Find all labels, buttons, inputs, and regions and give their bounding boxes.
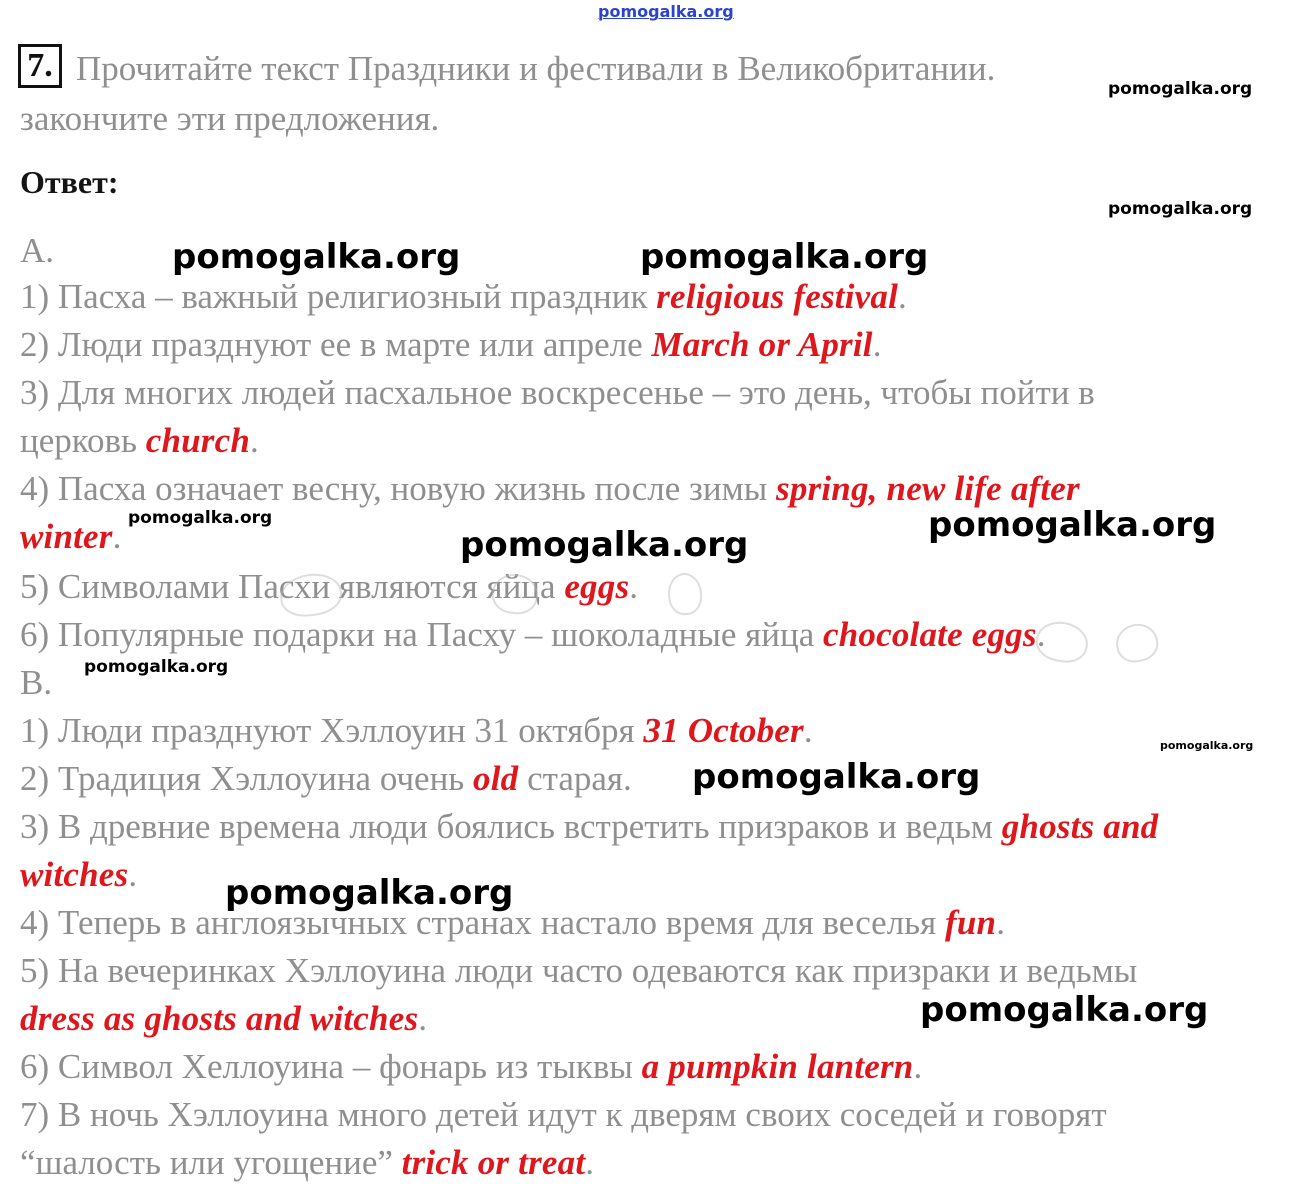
section-b-item-6-suffix: . <box>913 1047 923 1086</box>
section-b-item-7-prefix: “шалость или угощение” <box>20 1143 402 1182</box>
watermark-lower-right-large: pomogalka.org <box>920 990 1209 1030</box>
section-b-item-2-prefix: 2) Традиция Хэллоуина очень <box>20 759 474 798</box>
section-a-item-1-answer: religious festival <box>656 277 899 316</box>
section-a-item-5-suffix: . <box>629 567 639 606</box>
section-a-item-3-line-2 <box>20 420 259 462</box>
section-b-item-6 <box>20 1046 922 1088</box>
section-a-item-4-answer-line-1: spring, new life after <box>776 469 1080 508</box>
section-b-item-5-suffix: . <box>418 999 428 1038</box>
watermark-mid-right-large: pomogalka.org <box>928 505 1217 545</box>
section-b-item-5-line-2 <box>20 998 427 1040</box>
section-a-item-4-line-1 <box>20 468 1080 510</box>
answer-label: Ответ: <box>20 164 119 200</box>
task-title-line-2: закончите эти предложения. <box>20 99 440 138</box>
section-b-label: В. <box>20 663 53 702</box>
task-number-badge: 7. <box>18 44 62 88</box>
section-b-item-7-line-2 <box>20 1142 594 1184</box>
section-b-item-3-line-1 <box>20 806 1158 848</box>
watermark-mid-left-small-2: pomogalka.org <box>84 657 229 677</box>
watermark-right-1: pomogalka.org <box>1108 79 1253 99</box>
section-b-item-2-answer: old <box>473 759 519 798</box>
section-b-item-1-suffix: . <box>803 711 813 750</box>
section-b-item-4-suffix: . <box>996 903 1005 942</box>
pencil-scribble-mark <box>667 572 704 616</box>
section-a-item-6-prefix: 6) Популярные подарки на Пасху – шоколадные яйца <box>20 615 823 654</box>
section-a-item-3-suffix: . <box>250 421 259 460</box>
section-a-item-2-prefix: 2) Люди празднуют ее в марте или апреле <box>20 325 652 364</box>
section-a-item-5 <box>20 566 638 608</box>
section-a-item-4-suffix: . <box>112 517 122 556</box>
section-a-item-3-prefix: церковь <box>20 421 146 460</box>
section-a-item-1-suffix: . <box>898 277 907 316</box>
section-a-item-5-prefix: 5) Символами Пасхи являются яйца <box>20 567 565 606</box>
watermark-right-2: pomogalka.org <box>1108 199 1253 219</box>
watermark-top: pomogalka.org <box>598 2 734 21</box>
section-a-item-2-suffix: . <box>872 325 882 364</box>
section-b-item-2 <box>20 758 632 800</box>
watermark-lower-left-large: pomogalka.org <box>225 873 514 913</box>
section-a-item-2-answer: March or April <box>651 325 873 364</box>
section-a-item-6 <box>20 614 1045 656</box>
section-b-item-3-answer-line-1: ghosts and <box>1001 807 1159 846</box>
section-a-item-5-answer: eggs <box>564 567 630 606</box>
section-a-item-6-suffix: . <box>1036 615 1046 654</box>
watermark-mid-right-tiny: pomogalka.org <box>1160 739 1254 752</box>
section-b-item-3-suffix: . <box>128 855 138 894</box>
watermark-header-left: pomogalka.org <box>172 237 461 277</box>
watermark-mid-center-large-2: pomogalka.org <box>692 757 981 797</box>
section-b-item-1-prefix: 1) Люди празднуют Хэллоуин 31 октября <box>20 711 644 750</box>
watermark-header-center: pomogalka.org <box>640 237 929 277</box>
section-b-item-4-prefix: 4) Теперь в англоязычных странах настало время для веселья <box>20 903 945 942</box>
section-b-item-6-answer: a pumpkin lantern <box>641 1047 914 1086</box>
pencil-scribble-mark <box>1113 620 1162 666</box>
task-title-line-1: Прочитайте текст Праздники и фестивали в Великобритании. <box>76 49 996 88</box>
watermark-mid-center-large: pomogalka.org <box>460 525 749 565</box>
section-a-item-1-prefix: 1) Пасха – важный религиозный праздник <box>20 277 657 316</box>
section-b-item-7-line-1: 7) В ночь Хэллоуина много детей идут к дверям своих соседей и говорят <box>20 1095 1107 1134</box>
section-b-item-4 <box>20 902 1005 944</box>
section-a-item-6-answer: chocolate eggs <box>822 615 1037 654</box>
section-b-item-5-line-1: 5) На вечеринках Хэллоуина люди часто одеваются как призраки и ведьмы <box>20 951 1138 990</box>
section-b-item-6-prefix: 6) Символ Хеллоуина – фонарь из тыквы <box>20 1047 642 1086</box>
section-a-item-3-line-1: 3) Для многих людей пасхальное воскресенье – это день, чтобы пойти в <box>20 373 1095 412</box>
section-b-item-3-prefix: 3) В древние времена люди боялись встретить призраков и ведьм <box>20 807 1002 846</box>
section-b-item-2-suffix: старая. <box>518 759 632 798</box>
section-a-label: А. <box>20 231 55 270</box>
section-a-item-2 <box>20 324 881 366</box>
section-b-item-7-suffix: . <box>585 1143 595 1182</box>
watermark-mid-left-small: pomogalka.org <box>128 508 273 528</box>
section-b-item-3-answer-line-2: witches <box>20 855 129 894</box>
section-b-item-4-answer: fun <box>945 903 997 942</box>
section-a-item-4-line-2 <box>20 516 121 558</box>
section-a-item-1 <box>20 276 907 318</box>
section-a-item-3-answer: church <box>145 421 251 460</box>
section-b-item-3-line-2 <box>20 854 137 896</box>
section-a-item-4-prefix: 4) Пасха означает весну, новую жизнь после зимы <box>20 469 777 508</box>
section-a-item-4-answer-line-2: winter <box>20 517 113 556</box>
section-b-item-5-answer: dress as ghosts and witches <box>20 999 419 1038</box>
section-b-item-7-answer: trick or treat <box>401 1143 586 1182</box>
section-b-item-1-answer: 31 October <box>643 711 804 750</box>
section-b-item-1 <box>20 710 813 752</box>
